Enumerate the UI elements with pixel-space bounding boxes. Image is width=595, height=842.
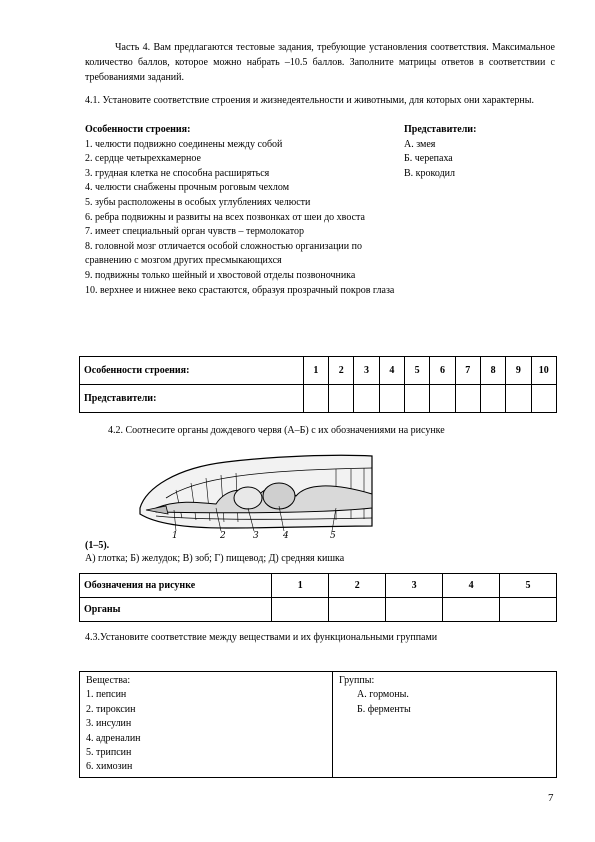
page-number: 7 [548,792,554,804]
substance-item: 2. тироксин [86,703,136,715]
question-4-2-text: 4.2. Соотнесите органы дождевого червя (А–Б) с их обозначениями на рисунке [108,425,445,436]
representative-item: В. крокодил [404,167,456,179]
intro-text: Часть 4. Вам предлагаются тестовые задания, требующие установления соответствия. Максимальное количество баллов, которое можно набрать –10.5 баллов. Заполните матрицы ответов в соответствии с требованиями заданий. [85,42,555,83]
answer-table-4-2 [79,573,557,622]
answer-cell[interactable] [500,598,557,622]
figure-label: 5 [330,531,336,538]
representative-item: А. змея [404,138,436,150]
feature-item: 8. головной мозг отличается особой сложностью организации по сравнению с мозгом других пресмыкающихся [85,240,362,267]
groups-header: Группы: [339,675,375,686]
row-label-features: Особенности строения: [80,357,304,385]
figure-label: 4 [283,531,289,538]
answer-cell[interactable] [506,385,531,413]
representatives-header: Представители: [404,124,477,135]
answer-cell[interactable] [386,598,443,622]
column-number: 4 [379,357,404,385]
answer-cell[interactable] [531,385,556,413]
answer-cell[interactable] [329,385,354,413]
answer-cell[interactable] [404,385,429,413]
representative-item: Б. черепаха [404,153,453,165]
feature-item: 9. подвижны только шейный и хвостовой отделы позвоночника [85,269,356,281]
answer-cell[interactable] [379,385,404,413]
column-number: 6 [430,357,455,385]
substance-item: 3. инсулин [86,718,132,730]
column-number: 10 [531,357,556,385]
column-number: 2 [329,357,354,385]
column-number: 1 [303,357,328,385]
features-list [85,123,395,298]
substance-item: 1. пепсин [86,689,127,701]
substances-cell [80,672,333,778]
features-header: Особенности строения: [85,124,191,135]
column-number: 2 [329,574,386,598]
intro-paragraph [85,40,555,85]
feature-item: 5. зубы расположены в особых углублениях челюсти [85,196,311,208]
table-row [80,672,557,778]
row-label-designations: Обозначения на рисунке [80,574,272,598]
answer-cell[interactable] [329,598,386,622]
feature-item: 7. имеет специальный орган чувств – термолокатор [85,226,304,238]
column-number: 9 [506,357,531,385]
feature-item: 1. челюсти подвижно соединены между собой [85,138,283,150]
substances-header: Вещества: [86,675,131,686]
column-number: 5 [404,357,429,385]
organ-options: А) глотка; Б) желудок; В) зоб; Г) пищевод; Д) средняя кишка [85,553,345,564]
group-item: А. гормоны. [357,689,409,701]
answer-cell[interactable] [303,385,328,413]
question-4-1-text: 4.1. Установите соответствие строения и жизнедеятельности и животными, для которых они характерны. [85,95,534,106]
label-range: (1–5). [85,540,110,551]
figure-label: 2 [220,531,226,538]
row-label-representatives: Представители: [80,385,304,413]
row-label-organs: Органы [80,598,272,622]
substance-item: 4. адреналин [86,732,141,744]
answer-table-4-1 [79,356,557,413]
earthworm-diagram [136,448,376,538]
answer-cell[interactable] [480,385,505,413]
feature-item: 2. сердце четырехкамерное [85,153,201,165]
answer-cell[interactable] [430,385,455,413]
answer-cell[interactable] [455,385,480,413]
table-row [80,598,557,622]
feature-item: 10. верхнее и нижнее веко срастаются, образуя прозрачный покров глаза [85,284,395,296]
group-item: Б. ферменты [357,703,411,715]
table-row [80,385,557,413]
column-number: 8 [480,357,505,385]
answer-cell[interactable] [354,385,379,413]
column-number: 3 [386,574,443,598]
answer-cell[interactable] [272,598,329,622]
figure-label: 1 [172,531,178,538]
column-number: 3 [354,357,379,385]
answer-cell[interactable] [443,598,500,622]
column-number: 7 [455,357,480,385]
column-number: 5 [500,574,557,598]
figure-label: 3 [253,531,259,538]
groups-cell [333,672,557,778]
substance-item: 5. трипсин [86,747,132,759]
table-row [80,357,557,385]
substance-item: 6. химозин [86,761,133,773]
column-number: 1 [272,574,329,598]
substances-groups-table [79,671,557,778]
feature-item: 6. ребра подвижны и развиты на всех позвонках от шеи до хвоста [85,211,365,223]
feature-item: 4. челюсти снабжены прочным роговым чехлом [85,182,290,194]
representatives-list [404,123,554,181]
question-4-3-text: 4.3.Установите соответствие между веществами и их функциональными группами [85,632,438,643]
feature-item: 3. грудная клетка не способна расширяться [85,167,270,179]
table-row [80,574,557,598]
column-number: 4 [443,574,500,598]
